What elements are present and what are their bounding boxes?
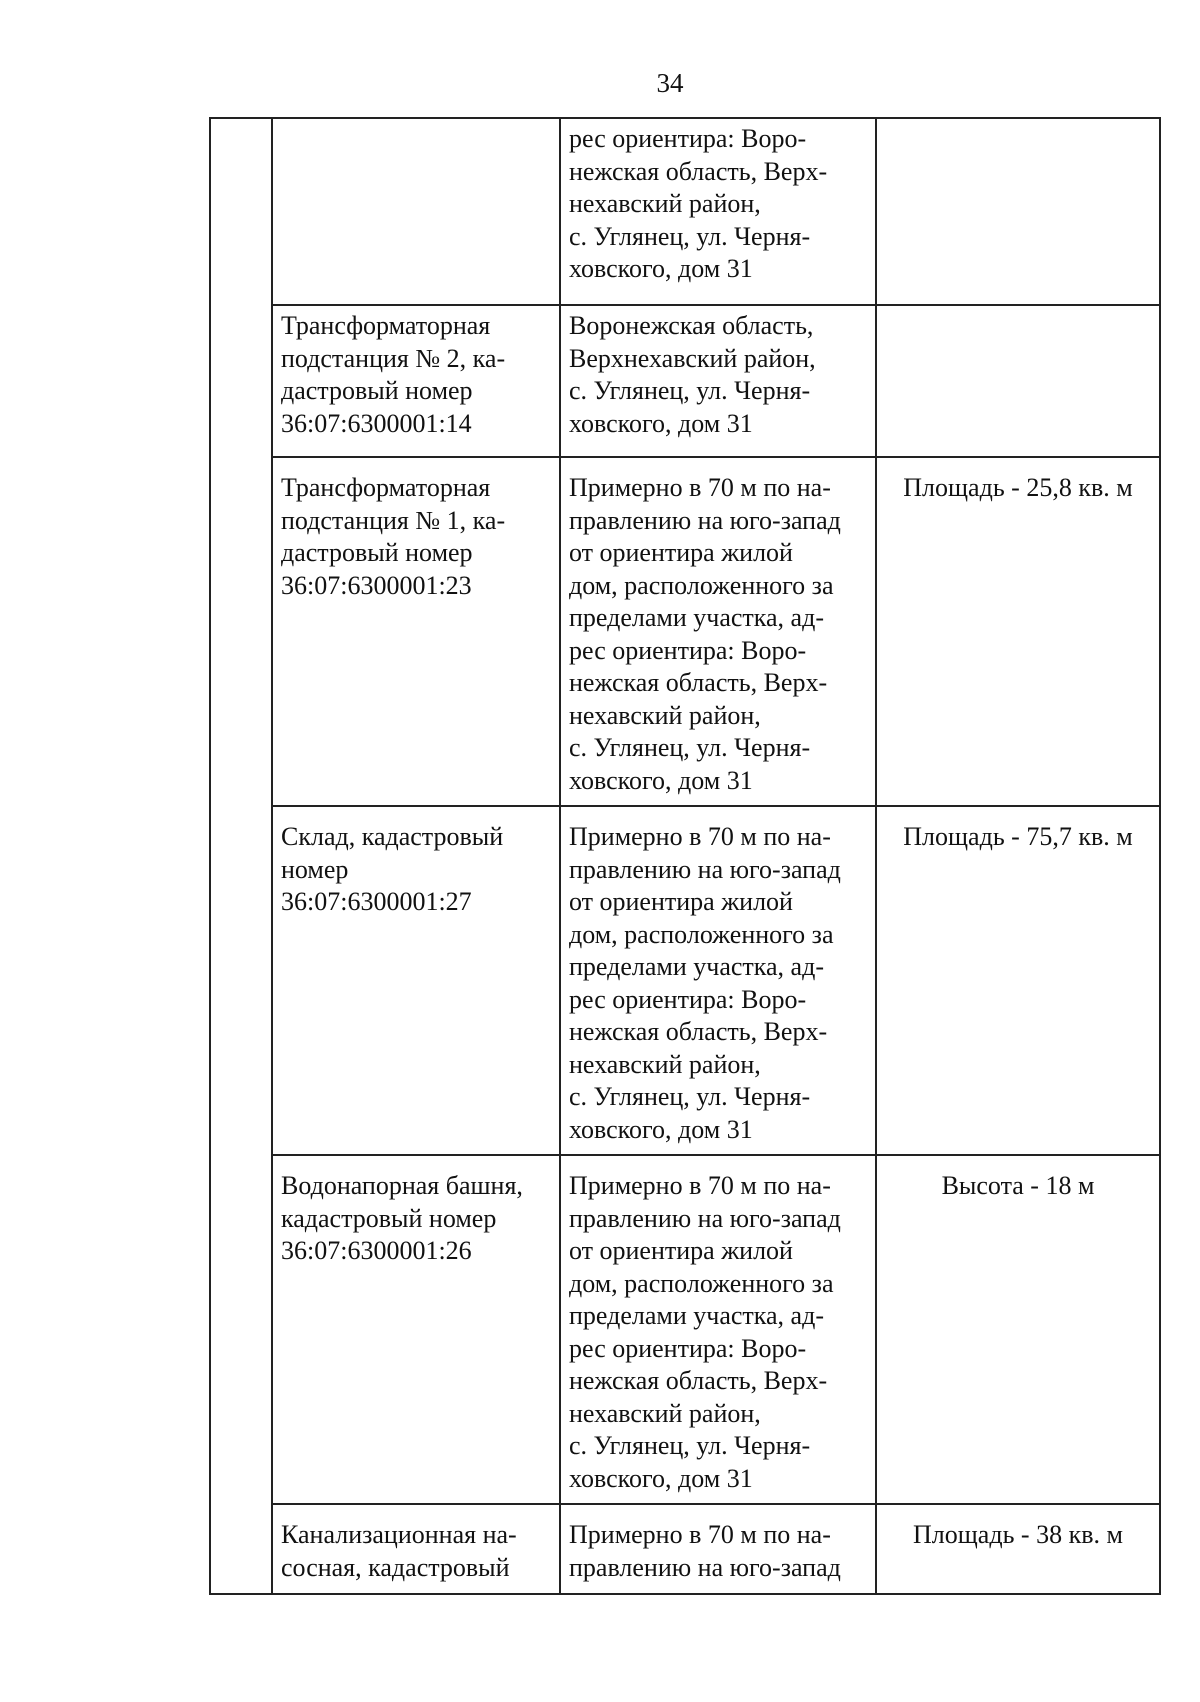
address-cell: Примерно в 70 м по на- правлению на юго-запад от ориентира жилой дом, расположенного за пределами участка, ад- рес ориентира: Воро- нежская область, Верх- нехавский район, с. Углянец, ул. Черня- ховского, дом 31 (560, 806, 876, 1155)
address-cell: Примерно в 70 м по на- правлению на юго-запад от ориентира жилой дом, расположенного за пределами участка, ад- рес ориентира: Воро- нежская область, Верх- нехавский район, с. Углянец, ул. Черня- ховского, дом 31 (560, 457, 876, 806)
address-cell: Примерно в 70 м по на- правлению на юго-запад от ориентира жилой дом, расположенного за пределами участка, ад- рес ориентира: Воро- нежская область, Верх- нехавский район, с. Углянец, ул. Черня- ховского, дом 31 (560, 1155, 876, 1504)
property-table (209, 117, 1161, 1595)
object-cell: Канализационная на- сосная, кадастровый (272, 1504, 560, 1594)
characteristic-cell (876, 305, 1160, 457)
table-row (210, 1155, 1160, 1504)
table-row (210, 457, 1160, 806)
table-row (210, 806, 1160, 1155)
address-cell: рес ориентира: Воро- нежская область, Верх- нехавский район, с. Углянец, ул. Черня- ховского, дом 31 (560, 118, 876, 305)
object-cell: Трансформаторная подстанция № 1, ка- дастровый номер 36:07:6300001:23 (272, 457, 560, 806)
object-cell: Водонапорная башня, кадастровый номер 36:07:6300001:26 (272, 1155, 560, 1504)
characteristic-cell: Площадь - 25,8 кв. м (876, 457, 1160, 806)
characteristic-cell: Высота - 18 м (876, 1155, 1160, 1504)
object-cell: Склад, кадастровый номер 36:07:6300001:27 (272, 806, 560, 1155)
table-row (210, 1504, 1160, 1594)
row-number-cell (210, 118, 272, 1594)
characteristic-cell: Площадь - 38 кв. м (876, 1504, 1160, 1594)
page-number: 34 (656, 68, 684, 98)
object-cell (272, 118, 560, 305)
object-cell: Трансформаторная подстанция № 2, ка- дастровый номер 36:07:6300001:14 (272, 305, 560, 457)
address-cell: Воронежская область, Верхнехавский район, с. Углянец, ул. Черня- ховского, дом 31 (560, 305, 876, 457)
table-row (210, 305, 1160, 457)
table-row (210, 118, 1160, 305)
characteristic-cell: Площадь - 75,7 кв. м (876, 806, 1160, 1155)
address-cell: Примерно в 70 м по на- правлению на юго-запад (560, 1504, 876, 1594)
characteristic-cell (876, 118, 1160, 305)
